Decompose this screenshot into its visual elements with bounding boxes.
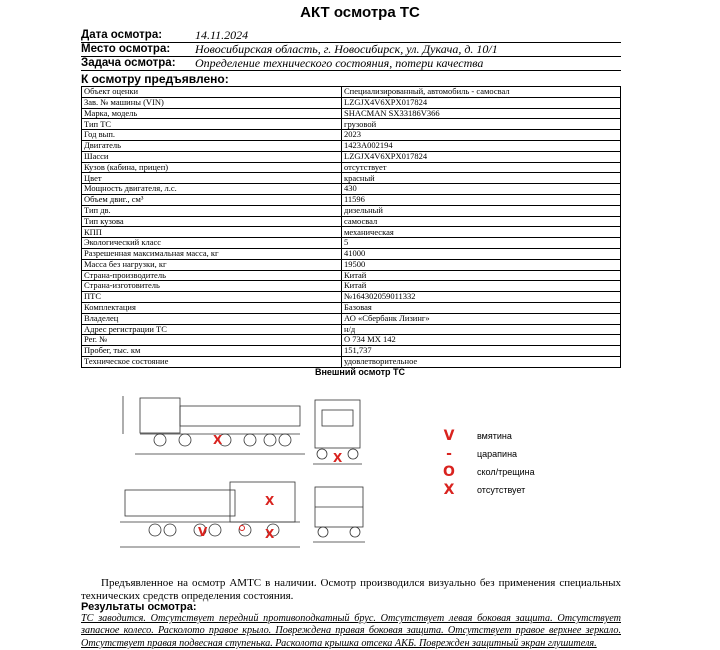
spec-value: 1423A002194 bbox=[342, 140, 621, 151]
spec-value: Китай bbox=[342, 270, 621, 281]
spec-key: Мощность двигателя, л.с. bbox=[82, 184, 342, 195]
spec-key: Страна-производитель bbox=[82, 270, 342, 281]
damage-mark-o-1 bbox=[240, 526, 245, 531]
damage-mark-x-4: X bbox=[265, 527, 275, 541]
spec-value: LZGJX4V6XPX017824 bbox=[342, 97, 621, 108]
inspection-place-row bbox=[81, 42, 621, 57]
damage-mark-x-2: X bbox=[333, 451, 343, 465]
spec-key: ПТС bbox=[82, 292, 342, 303]
spec-key: Владелец bbox=[82, 313, 342, 324]
spec-row bbox=[82, 259, 621, 270]
vehicle-spec-table bbox=[81, 86, 621, 368]
spec-row bbox=[82, 130, 621, 141]
legend-chip bbox=[440, 464, 590, 480]
spec-value: LZGJX4V6XPX017824 bbox=[342, 151, 621, 162]
spec-key: Зав. № машины (VIN) bbox=[82, 97, 342, 108]
scratch-label: царапина bbox=[477, 449, 518, 459]
spec-row bbox=[82, 238, 621, 249]
spec-key: Объем двиг., см³ bbox=[82, 194, 342, 205]
damage-mark-x-3: X bbox=[265, 494, 275, 508]
spec-value: SHACMAN SX33186V366 bbox=[342, 108, 621, 119]
exterior-inspection-title: Внешний осмотр ТС bbox=[314, 367, 406, 377]
missing-label: отсутствует bbox=[477, 485, 526, 495]
spec-value: АО «Сбербанк Лизинг» bbox=[342, 313, 621, 324]
spec-row bbox=[82, 335, 621, 346]
spec-row bbox=[82, 270, 621, 281]
results-heading: Результаты осмотра: bbox=[81, 601, 197, 613]
spec-row bbox=[82, 313, 621, 324]
spec-key: Адрес регистрации ТС bbox=[82, 324, 342, 335]
spec-value: №164302059011332 bbox=[342, 292, 621, 303]
chip-symbol: O bbox=[443, 464, 455, 480]
legend-scratch bbox=[440, 446, 590, 462]
spec-value: 430 bbox=[342, 184, 621, 195]
spec-row bbox=[82, 97, 621, 108]
inspection-task-row bbox=[81, 56, 621, 71]
legend-missing bbox=[440, 482, 590, 498]
spec-row bbox=[82, 162, 621, 173]
spec-row bbox=[82, 205, 621, 216]
dent-symbol: V bbox=[443, 428, 455, 444]
chip-label: скол/трещина bbox=[477, 467, 535, 477]
scratch-symbol: - bbox=[446, 446, 452, 462]
damage-mark-x-1: X bbox=[213, 433, 223, 447]
spec-row bbox=[82, 292, 621, 303]
inspection-place-value: Новосибирская область, г. Новосибирск, ул. Дукача, д. 10/1 bbox=[195, 42, 498, 56]
spec-value: 5 bbox=[342, 238, 621, 249]
dent-label: вмятина bbox=[477, 431, 512, 441]
spec-key: Шасси bbox=[82, 151, 342, 162]
spec-row bbox=[82, 248, 621, 259]
spec-key: Комплектация bbox=[82, 302, 342, 313]
spec-value: красный bbox=[342, 173, 621, 184]
spec-value: 2023 bbox=[342, 130, 621, 141]
spec-row bbox=[82, 216, 621, 227]
spec-key: Объект оценки bbox=[82, 87, 342, 98]
legend-dent bbox=[440, 428, 590, 444]
spec-key: Рег. № bbox=[82, 335, 342, 346]
spec-value: грузовой bbox=[342, 119, 621, 130]
spec-value: удовлетворительное bbox=[342, 356, 621, 367]
spec-row bbox=[82, 119, 621, 130]
results-text: ТС заводится. Отсутствует передний противоподкатный брус. Отсутствует левая боковая защита. Отсутствует запасное колесо. Расколото правое крыло. Повреждена правая боковая защита. Отсутствует правое верхнее зеркало. Отсутствует правая подвесная ступенька. Расколота крышка отсека АКБ. Поврежден защитный экран глушителя. bbox=[81, 613, 621, 649]
spec-value: Китай bbox=[342, 281, 621, 292]
spec-value: 41000 bbox=[342, 248, 621, 259]
damage-mark-v-1: V bbox=[198, 525, 208, 539]
spec-value: самосвал bbox=[342, 216, 621, 227]
spec-value: Базовая bbox=[342, 302, 621, 313]
spec-value: 151,737 bbox=[342, 346, 621, 357]
spec-value: 11596 bbox=[342, 194, 621, 205]
spec-key: Двигатель bbox=[82, 140, 342, 151]
spec-row bbox=[82, 194, 621, 205]
spec-key: КПП bbox=[82, 227, 342, 238]
spec-value: 19500 bbox=[342, 259, 621, 270]
truck-rear-view bbox=[313, 487, 365, 542]
spec-key: Тип дв. bbox=[82, 205, 342, 216]
spec-row bbox=[82, 356, 621, 367]
spec-row bbox=[82, 302, 621, 313]
spec-value: О 734 МХ 142 bbox=[342, 335, 621, 346]
spec-row bbox=[82, 151, 621, 162]
spec-key: Техническое состояние bbox=[82, 356, 342, 367]
spec-key: Марка, модель bbox=[82, 108, 342, 119]
inspection-place-label: Место осмотра: bbox=[81, 43, 171, 55]
inspection-date-value: 14.11.2024 bbox=[195, 28, 249, 42]
spec-value: отсутствует bbox=[342, 162, 621, 173]
inspection-date-row bbox=[81, 28, 621, 43]
damage-legend bbox=[440, 428, 590, 498]
spec-value: н/д bbox=[342, 324, 621, 335]
spec-key: Тип кузова bbox=[82, 216, 342, 227]
spec-key: Разрешенная максимальная масса, кг bbox=[82, 248, 342, 259]
inspection-paragraph: Предъявленное на осмотр АМТС в наличии. Осмотр производился визуально без применения специальных технических средств определения состояния. bbox=[81, 577, 621, 602]
spec-value: Специализированный, автомобиль - самосвал bbox=[342, 87, 621, 98]
spec-key: Страна-изготовитель bbox=[82, 281, 342, 292]
spec-row bbox=[82, 324, 621, 335]
spec-key: Цвет bbox=[82, 173, 342, 184]
spec-row bbox=[82, 173, 621, 184]
inspection-task-value: Определение технического состояния, потери качества bbox=[195, 56, 484, 70]
missing-symbol: X bbox=[443, 482, 455, 498]
spec-row bbox=[82, 140, 621, 151]
spec-row bbox=[82, 227, 621, 238]
inspection-date-label: Дата осмотра: bbox=[81, 29, 163, 41]
spec-key: Тип ТС bbox=[82, 119, 342, 130]
spec-row bbox=[82, 87, 621, 98]
spec-value: механическая bbox=[342, 227, 621, 238]
document-title: АКТ осмотра ТС bbox=[300, 4, 420, 21]
spec-key: Экологический класс bbox=[82, 238, 342, 249]
spec-row bbox=[82, 346, 621, 357]
spec-key: Кузов (кабина, прицеп) bbox=[82, 162, 342, 173]
spec-value: дизельный bbox=[342, 205, 621, 216]
spec-key: Масса без нагрузки, кг bbox=[82, 259, 342, 270]
spec-row bbox=[82, 184, 621, 195]
spec-row bbox=[82, 281, 621, 292]
inspection-task-label: Задача осмотра: bbox=[81, 57, 176, 69]
spec-row bbox=[82, 108, 621, 119]
presented-section-heading: К осмотру предъявлено: bbox=[81, 72, 621, 87]
spec-key: Год вып. bbox=[82, 130, 342, 141]
spec-key: Пробег, тыс. км bbox=[82, 346, 342, 357]
